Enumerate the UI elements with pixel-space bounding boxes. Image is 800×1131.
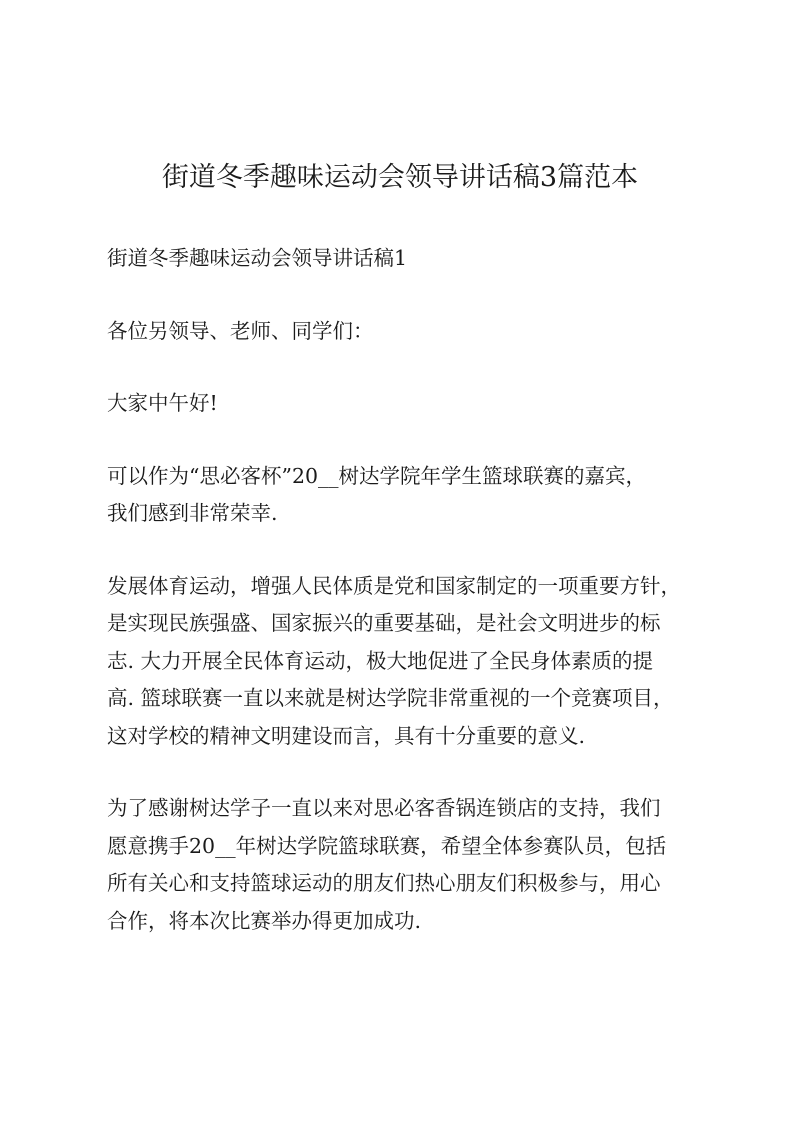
text-line: 这对学校的精神文明建设而言，具有十分重要的意义. [107, 723, 586, 748]
paragraph [107, 790, 707, 940]
text-line: 高. 篮球联赛一直以来就是树达学院非常重视的一个竞赛项目， [107, 686, 674, 710]
text-line: 可以作为“思必客杯”20__树达学院年学生篮球联赛的嘉宾， [107, 463, 647, 488]
paragraph [107, 313, 707, 351]
text-line: 志. 大力开展全民体育运动，极大地促进了全民身体素质的提 [107, 648, 654, 673]
text-line: 所有关心和支持篮球运动的朋友们热心朋友们积极参与，用心 [107, 871, 661, 895]
text-line: 各位另领导、老师、同学们： [107, 318, 374, 343]
text-line: 我们感到非常荣幸. [107, 501, 278, 525]
document-title: 街道冬季趣味运动会领导讲话稿3篇范本 [161, 162, 639, 193]
paragraph [107, 385, 707, 423]
text-line: 合作，将本次比赛举办得更加成功. [107, 908, 422, 933]
text-line: 是实现民族强盛、国家振兴的重要基础，是社会文明进步的标 [107, 611, 661, 635]
text-line: 大家中午好! [107, 391, 218, 415]
text-line: 为了感谢树达学子一直以来对思必客香锅连锁店的支持，我们 [107, 796, 661, 820]
section-heading [107, 240, 707, 278]
document-body [107, 240, 707, 975]
text-line: 街道冬季趣味运动会领导讲话稿1 [107, 246, 408, 270]
text-line: 愿意携手20__年树达学院篮球联赛，希望全体参赛队员，包括 [107, 833, 667, 858]
paragraph [107, 568, 707, 756]
paragraph [107, 458, 707, 533]
text-line: 发展体育运动，增强人民体质是党和国家制定的一项重要方针， [107, 573, 681, 598]
